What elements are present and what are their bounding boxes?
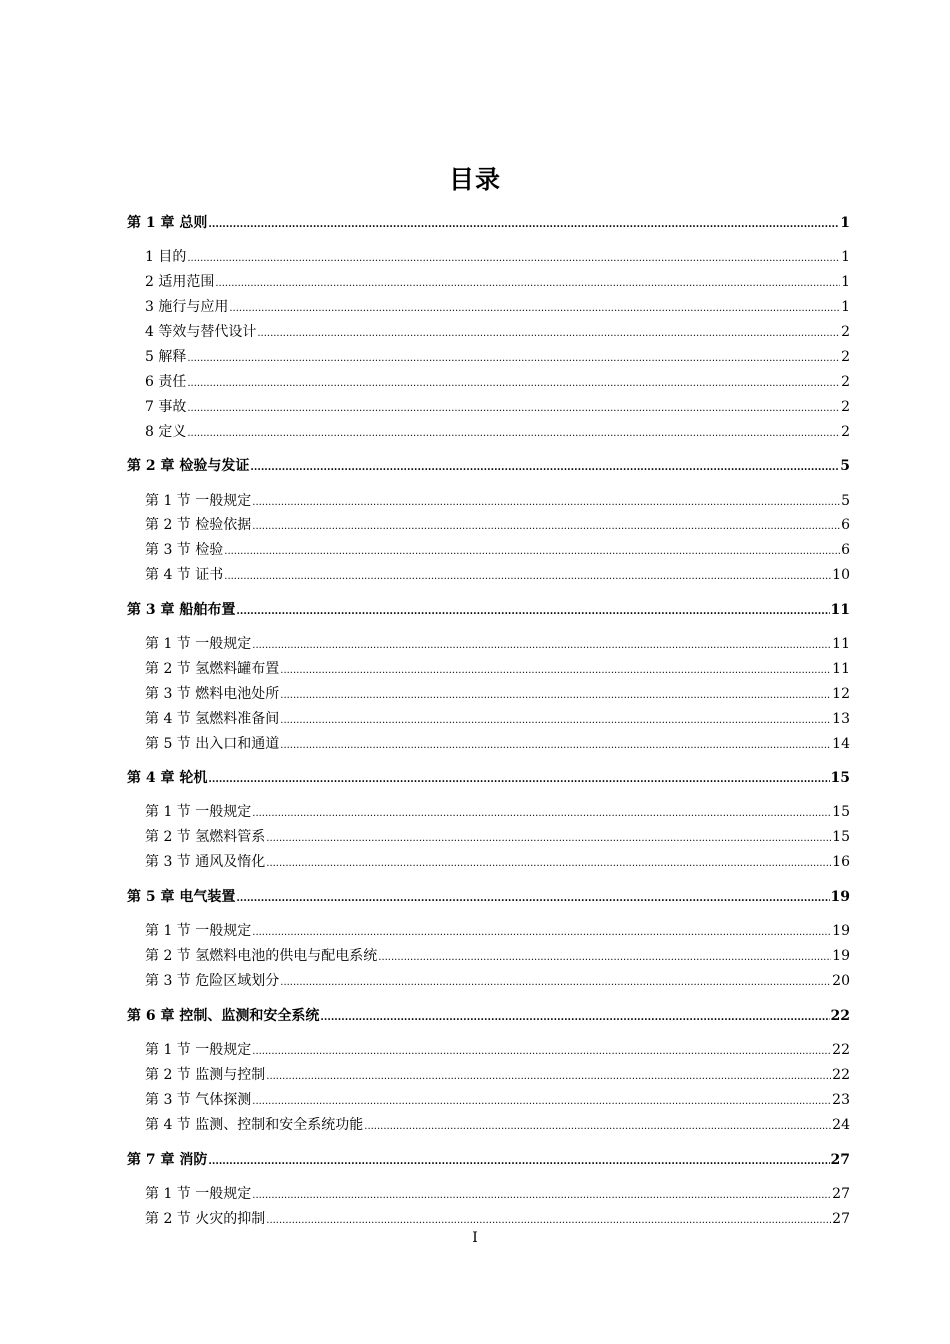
toc-entry-label: 第 5 节 出入口和通道 <box>145 736 280 752</box>
toc-leader-dots <box>364 1117 831 1137</box>
toc-leader-dots <box>229 299 840 319</box>
toc-leader-dots <box>252 804 831 824</box>
toc-entry-page: 5 <box>841 493 850 509</box>
toc-entry-page: 2 <box>841 399 850 415</box>
toc-leader-dots <box>236 889 829 909</box>
toc-leader-dots <box>280 686 831 706</box>
toc-entry-label: 第 2 节 氢燃料电池的供电与配电系统 <box>145 948 378 964</box>
toc-entry-page: 22 <box>832 1042 850 1058</box>
toc-entry-page: 14 <box>832 736 850 752</box>
toc-entry-page: 13 <box>832 711 850 727</box>
toc-leader-dots <box>280 661 831 681</box>
toc-entry-label: 第 5 章 电气装置 <box>127 889 236 905</box>
toc-entry-label: 第 1 节 一般规定 <box>145 1186 252 1202</box>
toc-entry-label: 1 目的 <box>145 249 187 265</box>
toc-entry-page: 2 <box>841 324 850 340</box>
toc-leader-dots <box>320 1008 829 1028</box>
toc-leader-dots <box>266 854 831 874</box>
toc-section-entry[interactable] <box>145 565 850 585</box>
toc-leader-dots <box>224 542 840 562</box>
toc-section-entry[interactable] <box>145 515 850 535</box>
toc-entry-page: 27 <box>832 1186 850 1202</box>
toc-entry-page: 19 <box>830 889 850 905</box>
toc-chapter-entry[interactable] <box>127 887 850 907</box>
toc-chapter-entry[interactable] <box>127 768 850 788</box>
toc-entry-page: 27 <box>830 1152 850 1168</box>
toc-entry-label: 第 4 节 证书 <box>145 567 224 583</box>
page-title: 目录 <box>448 165 501 194</box>
toc-entry-label: 第 7 章 消防 <box>127 1152 208 1168</box>
toc-leader-dots <box>187 249 840 269</box>
toc-entry-page: 10 <box>832 567 850 583</box>
toc-entry-label: 第 1 节 一般规定 <box>145 923 252 939</box>
toc-chapter-entry[interactable] <box>127 1006 850 1026</box>
toc-leader-dots <box>252 1042 831 1062</box>
toc-entry-page: 1 <box>840 215 850 231</box>
toc-entry-page: 6 <box>841 542 850 558</box>
toc-entry-label: 第 2 章 检验与发证 <box>127 458 250 474</box>
toc-entry-page: 22 <box>832 1067 850 1083</box>
toc-entry-label: 第 3 章 船舶布置 <box>127 602 236 618</box>
toc-leader-dots <box>252 493 840 513</box>
toc-entry-page: 24 <box>832 1117 850 1133</box>
toc-chapter-entry[interactable] <box>127 1150 850 1170</box>
toc-section-entry[interactable] <box>145 659 850 679</box>
toc-entry-label: 第 1 节 一般规定 <box>145 1042 252 1058</box>
toc-entry-label: 第 3 节 危险区域划分 <box>145 973 280 989</box>
toc-entry-label: 第 1 章 总则 <box>127 215 208 231</box>
toc-section-entry[interactable] <box>145 852 850 872</box>
toc-entry-page: 5 <box>840 458 850 474</box>
toc-leader-dots <box>280 711 831 731</box>
toc-section-entry[interactable] <box>145 397 850 417</box>
toc-entry-label: 4 等效与替代设计 <box>145 324 257 340</box>
toc-entry-page: 16 <box>832 854 850 870</box>
toc-leader-dots <box>187 374 840 394</box>
toc-entry-label: 第 2 节 火灾的抑制 <box>145 1211 266 1227</box>
toc-leader-dots <box>280 973 831 993</box>
toc-section-entry[interactable] <box>145 802 850 822</box>
toc-section-entry[interactable] <box>145 372 850 392</box>
toc-entry-page: 15 <box>832 829 850 845</box>
toc-section-entry[interactable] <box>145 684 850 704</box>
toc-section-entry[interactable] <box>145 827 850 847</box>
toc-entry-page: 11 <box>832 636 850 652</box>
toc-leader-dots <box>236 602 829 622</box>
toc-entry-label: 第 2 节 氢燃料管系 <box>145 829 266 845</box>
toc-entry-label: 第 3 节 检验 <box>145 542 224 558</box>
toc-leader-dots <box>252 1186 831 1206</box>
toc-section-entry[interactable] <box>145 272 850 292</box>
toc-entry-label: 第 3 节 燃料电池处所 <box>145 686 280 702</box>
toc-section-entry[interactable] <box>145 1209 850 1229</box>
toc-entry-label: 第 4 节 氢燃料准备间 <box>145 711 280 727</box>
toc-leader-dots <box>187 399 840 419</box>
toc-entry-page: 23 <box>832 1092 850 1108</box>
toc-leader-dots <box>378 948 831 968</box>
toc-entry-label: 2 适用范围 <box>145 274 215 290</box>
toc-section-entry[interactable] <box>145 422 850 442</box>
toc-section-entry[interactable] <box>145 734 850 754</box>
toc-entry-page: 12 <box>832 686 850 702</box>
page-number: I <box>472 1230 478 1246</box>
toc-leader-dots <box>266 1211 831 1231</box>
toc-entry-label: 第 2 节 检验依据 <box>145 517 252 533</box>
toc-section-entry[interactable] <box>145 1090 850 1110</box>
toc-section-entry[interactable] <box>145 247 850 267</box>
toc-section-entry[interactable] <box>145 921 850 941</box>
toc-entry-page: 22 <box>830 1008 850 1024</box>
toc-entry-label: 8 定义 <box>145 424 187 440</box>
toc-entry-page: 15 <box>832 804 850 820</box>
toc-entry-page: 19 <box>832 923 850 939</box>
toc-entry-label: 6 责任 <box>145 374 187 390</box>
toc-entry-label: 第 1 节 一般规定 <box>145 804 252 820</box>
toc-section-entry[interactable] <box>145 709 850 729</box>
toc-leader-dots <box>208 770 829 790</box>
toc-section-entry[interactable] <box>145 946 850 966</box>
toc-entry-label: 第 6 章 控制、监测和安全系统 <box>127 1008 320 1024</box>
toc-entry-page: 20 <box>832 973 850 989</box>
toc-section-entry[interactable] <box>145 1184 850 1204</box>
toc-section-entry[interactable] <box>145 634 850 654</box>
toc-entry-label: 7 事故 <box>145 399 187 415</box>
toc-entry-page: 11 <box>832 661 850 677</box>
toc-leader-dots <box>215 274 840 294</box>
toc-section-entry[interactable] <box>145 1065 850 1085</box>
toc-leader-dots <box>250 458 839 478</box>
toc-entry-page: 27 <box>832 1211 850 1227</box>
toc-leader-dots <box>187 424 840 444</box>
toc-entry-page: 1 <box>841 274 850 290</box>
toc-entry-label: 第 1 节 一般规定 <box>145 636 252 652</box>
toc-section-entry[interactable] <box>145 1115 850 1135</box>
toc-entry-page: 1 <box>841 249 850 265</box>
toc-chapter-entry[interactable] <box>127 600 850 620</box>
toc-leader-dots <box>187 349 840 369</box>
toc-entry-label: 第 2 节 监测与控制 <box>145 1067 266 1083</box>
toc-chapter-entry[interactable] <box>127 213 850 233</box>
toc-leader-dots <box>266 1067 831 1087</box>
toc-leader-dots <box>252 923 831 943</box>
toc-entry-label: 第 3 节 通风及惰化 <box>145 854 266 870</box>
toc-leader-dots <box>257 324 840 344</box>
toc-entry-label: 第 3 节 气体探测 <box>145 1092 252 1108</box>
toc-entry-page: 1 <box>841 299 850 315</box>
toc-section-entry[interactable] <box>145 297 850 317</box>
toc-section-entry[interactable] <box>145 971 850 991</box>
toc-leader-dots <box>224 567 831 587</box>
toc-leader-dots <box>280 736 831 756</box>
toc-leader-dots <box>208 1152 829 1172</box>
toc-entry-label: 5 解释 <box>145 349 187 365</box>
toc-entry-page: 11 <box>830 602 850 618</box>
toc-chapter-entry[interactable] <box>127 456 850 476</box>
toc-leader-dots <box>252 1092 831 1112</box>
toc-leader-dots <box>266 829 831 849</box>
toc-entry-page: 6 <box>841 517 850 533</box>
toc-entry-page: 19 <box>832 948 850 964</box>
toc-entry-page: 2 <box>841 424 850 440</box>
toc-entry-label: 第 4 节 监测、控制和安全系统功能 <box>145 1117 364 1133</box>
toc-leader-dots <box>208 215 839 235</box>
toc-leader-dots <box>252 517 840 537</box>
toc-entry-page: 2 <box>841 374 850 390</box>
toc-entry-label: 第 2 节 氢燃料罐布置 <box>145 661 280 677</box>
toc-section-entry[interactable] <box>145 1040 850 1060</box>
toc-entry-page: 2 <box>841 349 850 365</box>
toc-entry-label: 第 1 节 一般规定 <box>145 493 252 509</box>
toc-entry-label: 第 4 章 轮机 <box>127 770 208 786</box>
toc-section-entry[interactable] <box>145 347 850 367</box>
toc-section-entry[interactable] <box>145 322 850 342</box>
toc-entry-label: 3 施行与应用 <box>145 299 229 315</box>
toc-section-entry[interactable] <box>145 491 850 511</box>
toc-leader-dots <box>252 636 831 656</box>
toc-section-entry[interactable] <box>145 540 850 560</box>
toc-entry-page: 15 <box>830 770 850 786</box>
